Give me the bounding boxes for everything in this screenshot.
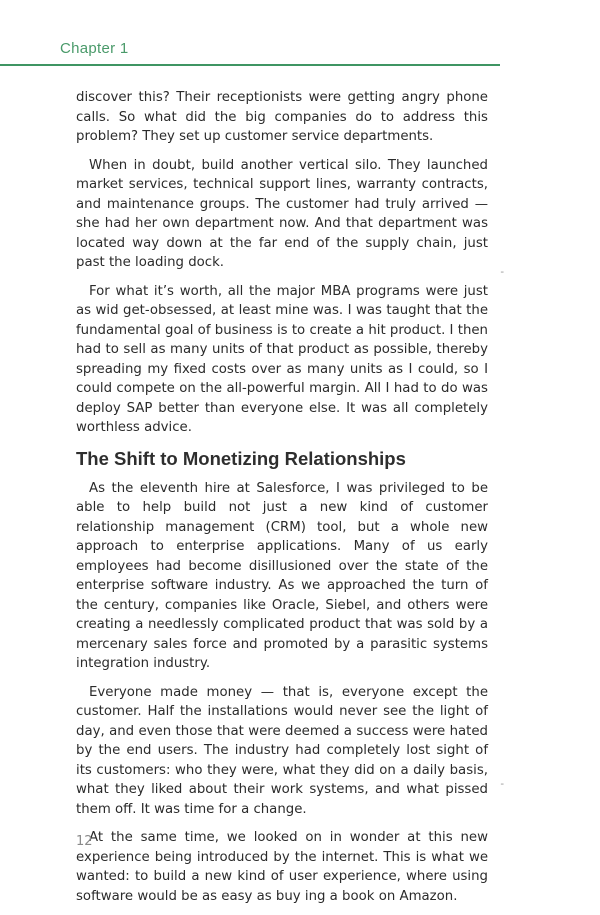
hyphen-marker: - [500,266,504,278]
page-body [76,88,488,915]
paragraph: When in doubt, build another vertical silo. They launched market services, technical support lines, warranty contracts, and maintenance groups. The customer had truly arrived — she had her own department now. And that department was located way down at the far end of the supply chain, just past the loading dock. [76,157,488,270]
paragraph: As the eleventh hire at Salesforce, I was privileged to be able to help build not just a new kind of customer relationship management (CRM) tool, but a whole new approach to enterprise applications. Many of us early employees had become disillusioned over the state of the enterprise software industry. As we approached the turn of the century, companies like Oracle, Siebel, and others were creating a needlessly complicated product that was sold by a mercenary sales force and promoted by a parasitic systems integration industry. [76,480,488,671]
hyphen-marker: - [500,778,504,790]
paragraph: discover this? Their receptionists were getting angry phone calls. So what did the big companies do to address this problem? They set up customer service departments. [76,90,488,144]
paragraph: At the same time, we looked on in wonder at this new experience being introduced by the internet. This is what we wanted: to build a new kind of user experience, where using software would be as easy as buy ing a book on Amazon. [76,830,488,904]
section-heading: The Shift to Monetizing Relationships [76,447,406,469]
paragraph: Everyone made money — that is, everyone except the customer. Half the installations would never see the light of day, and even those that were deemed a success were hated by the end users. The industry had completely lost sight of its customers: who they were, what they did on a daily basis, what they liked about their work systems, and what pissed them off. It was time for a change. [76,684,488,817]
page-number: 12 [76,834,93,849]
running-head: Chapter 1 [60,40,129,57]
paragraph: For what it’s worth, all the major MBA programs were just as wid get-obsessed, at least mine was. I was taught that the fundamental goal of business is to create a hit product. I then had to sell as many units of that product as possible, thereby spreading my fixed costs over as many units as I could, so I could compete on the all-powerful margin. All I had to do was deploy SAP better than everyone else. It was all completely worthless advice. [76,283,488,435]
header-rule [0,64,500,66]
